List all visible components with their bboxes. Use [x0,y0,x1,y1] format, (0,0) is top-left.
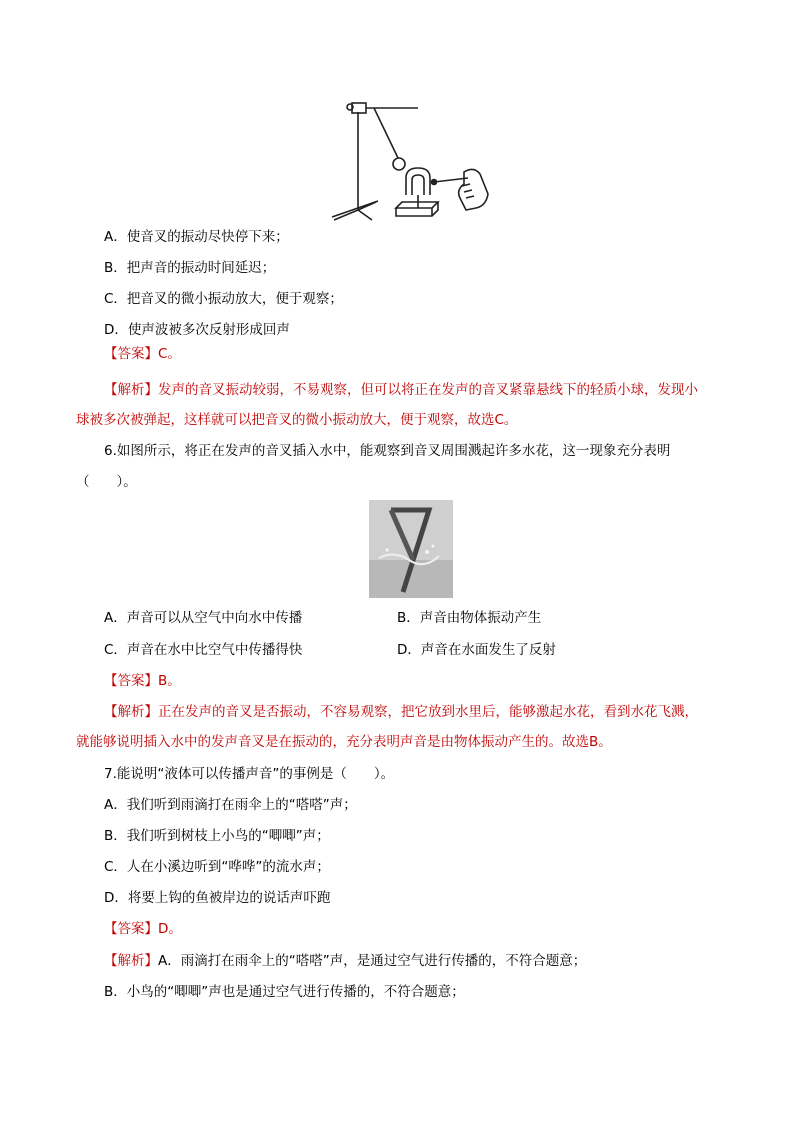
q6-stem-line-2: （ ）。 [76,474,137,490]
analysis-tag: 【解析】 [104,704,158,720]
analysis-text: 正在发声的音叉是否振动，不容易观察，把它放到水里后，能够激起水花，看到水花飞溅， [158,704,698,720]
answer-tag: 【答案】 [104,673,158,689]
tuning-fork-in-water-photo [369,500,453,598]
q7-option-b: B．我们听到树枝上小鸟的“唧唧”声； [104,828,330,844]
answer-tag: 【答案】 [104,921,158,937]
q6-option-c: C．声音在水中比空气中传播得快 [104,642,303,658]
q6-option-a: A．声音可以从空气中向水中传播 [104,610,303,626]
q5-analysis-line-1 [104,380,698,400]
q6-option-d: D．声音在水面发生了反射 [397,642,556,658]
q6-answer [104,671,181,691]
q7-answer [104,919,182,939]
answer-tag: 【答案】 [104,346,158,362]
q7-option-c: C．人在小溪边听到“哗哗”的流水声； [104,859,330,875]
q6-analysis-line-2: 就能够说明插入水中的发声音叉是在振动的，充分表明声音是由物体振动产生的。故选B。 [76,734,612,750]
answer-value: C。 [158,346,181,362]
tuning-fork-pendulum-figure [328,98,492,222]
q5-option-d: D．使声波被多次反射形成回声 [104,322,290,338]
q7-analysis-line-2: B．小鸟的“唧唧”声也是通过空气进行传播的，不符合题意； [104,984,465,1000]
answer-value: B。 [158,673,181,689]
q5-analysis-line-2: 球被多次被弹起，这样就可以把音叉的微小振动放大，便于观察，故选C。 [76,412,518,428]
q7-option-a: A．我们听到雨滴打在雨伞上的“嗒嗒”声； [104,797,357,813]
analysis-tag: 【解析】 [104,382,158,398]
q5-option-a: A．使音叉的振动尽快停下来； [104,229,289,245]
q7-analysis-line-1 [104,951,586,971]
q6-stem-line-1: 6.如图所示，将正在发声的音叉插入水中，能观察到音叉周围溅起许多水花，这一现象充分表明 [104,443,671,459]
q7-option-d: D．将要上钩的鱼被岸边的说话声吓跑 [104,890,331,906]
q5-answer [104,344,181,364]
q6-analysis-line-1 [104,702,698,722]
q6-option-b: B．声音由物体振动产生 [397,610,542,626]
q5-option-c: C．把音叉的微小振动放大，便于观察； [104,291,343,307]
photo-drawing [369,500,453,598]
answer-value: D。 [158,921,182,937]
q7-stem: 7.能说明“液体可以传播声音”的事例是（ ）。 [104,766,395,782]
analysis-tag: 【解析】 [104,953,158,969]
analysis-text: A．雨滴打在雨伞上的“嗒嗒”声，是通过空气进行传播的，不符合题意； [158,953,587,969]
analysis-text: 发声的音叉振动较弱，不易观察，但可以将正在发声的音叉紧靠悬线下的轻质小球，发现小 [158,382,698,398]
q5-option-b: B．把声音的振动时间延迟； [104,260,276,276]
